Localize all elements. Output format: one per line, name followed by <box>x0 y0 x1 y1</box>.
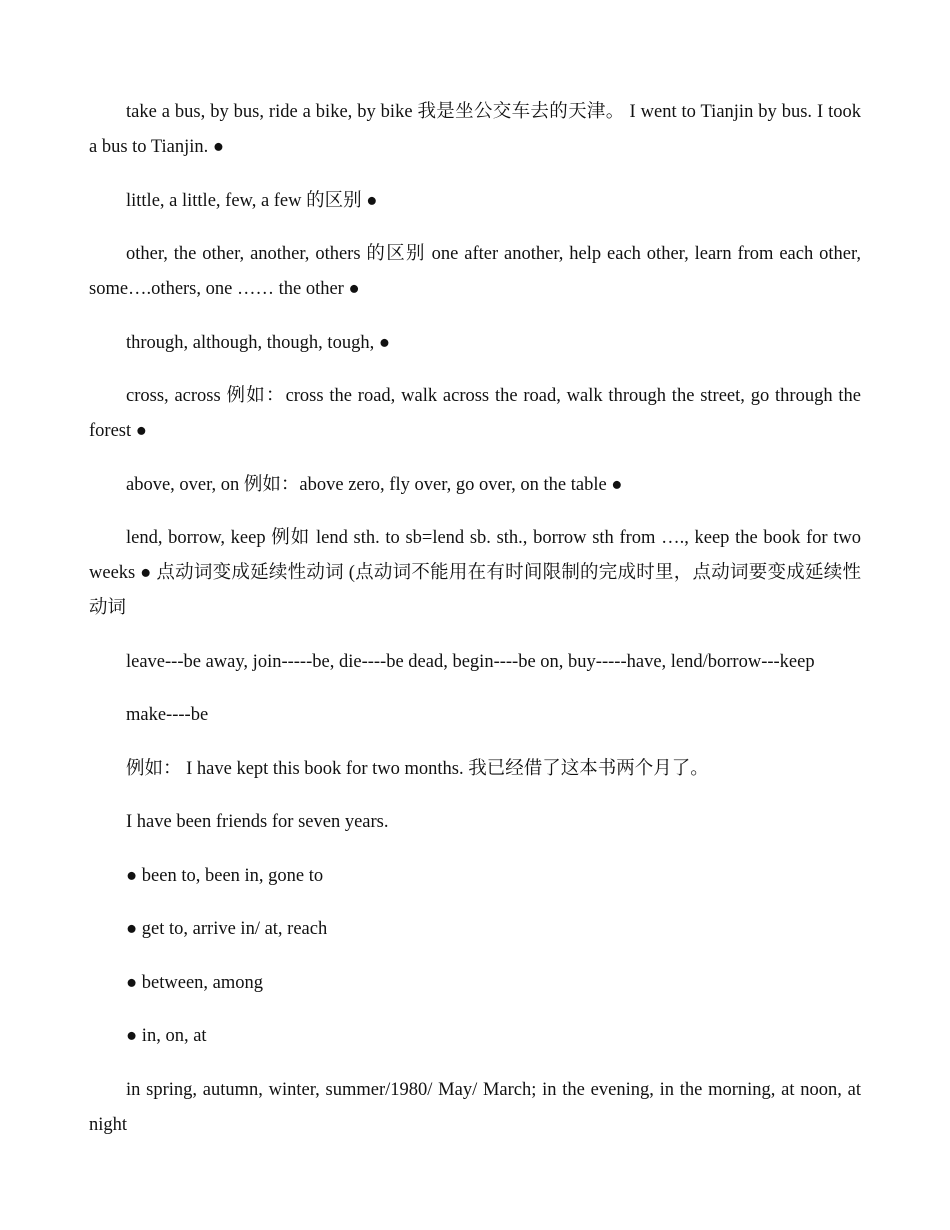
paragraph-through-though: through, although, though, tough, ● <box>126 332 390 353</box>
paragraph-get-arrive-reach: ● get to, arrive in/ at, reach <box>126 919 328 939</box>
paragraph-make-be: make----be <box>126 705 209 725</box>
paragraph-in-on-at: ● in, on, at <box>126 1026 207 1046</box>
paragraph-lend-borrow-keep: lend, borrow, keep 例如 lend sth. to sb=lend sb. sth., borrow sth from …., keep the book for two weeks ● 点动词变成延续性动词 (点动词不能用在有时间限制的完成时里，点动词要变成延续性动词 <box>89 528 861 618</box>
paragraph-example-friends: I have been friends for seven years. <box>126 812 389 832</box>
paragraph-above-over-on: above, over, on 例如：above zero, fly over, go over, on the table ● <box>126 474 623 495</box>
paragraph-time-prepositions: in spring, autumn, winter, summer/1980/ May/ March; in the evening, in the morning, at noon, at night <box>89 1079 861 1135</box>
paragraph-been-gone: ● been to, been in, gone to <box>126 865 324 886</box>
paragraph-cross-across: cross, across 例如：cross the road, walk across the road, walk through the street, go through the forest ● <box>89 386 861 441</box>
paragraph-between-among: ● between, among <box>126 972 264 993</box>
document-body <box>89 95 861 1161</box>
paragraph-other-another: other, the other, another, others 的区别 one after another, help each other, learn from each other, some….others, one …… the other ● <box>89 244 861 299</box>
paragraph-transport: take a bus, by bus, ride a bike, by bike 我是坐公交车去的天津。 I went to Tianjin by bus. I took a bus to Tianjin. ● <box>89 102 861 157</box>
paragraph-little-few: little, a little, few, a few 的区别 ● <box>126 190 378 211</box>
paragraph-example-kept: 例如： I have kept this book for two months. 我已经借了这本书两个月了。 <box>126 758 709 779</box>
paragraph-durative-verbs: leave---be away, join-----be, die----be dead, begin----be on, buy-----have, lend/borrow---keep <box>126 651 815 672</box>
